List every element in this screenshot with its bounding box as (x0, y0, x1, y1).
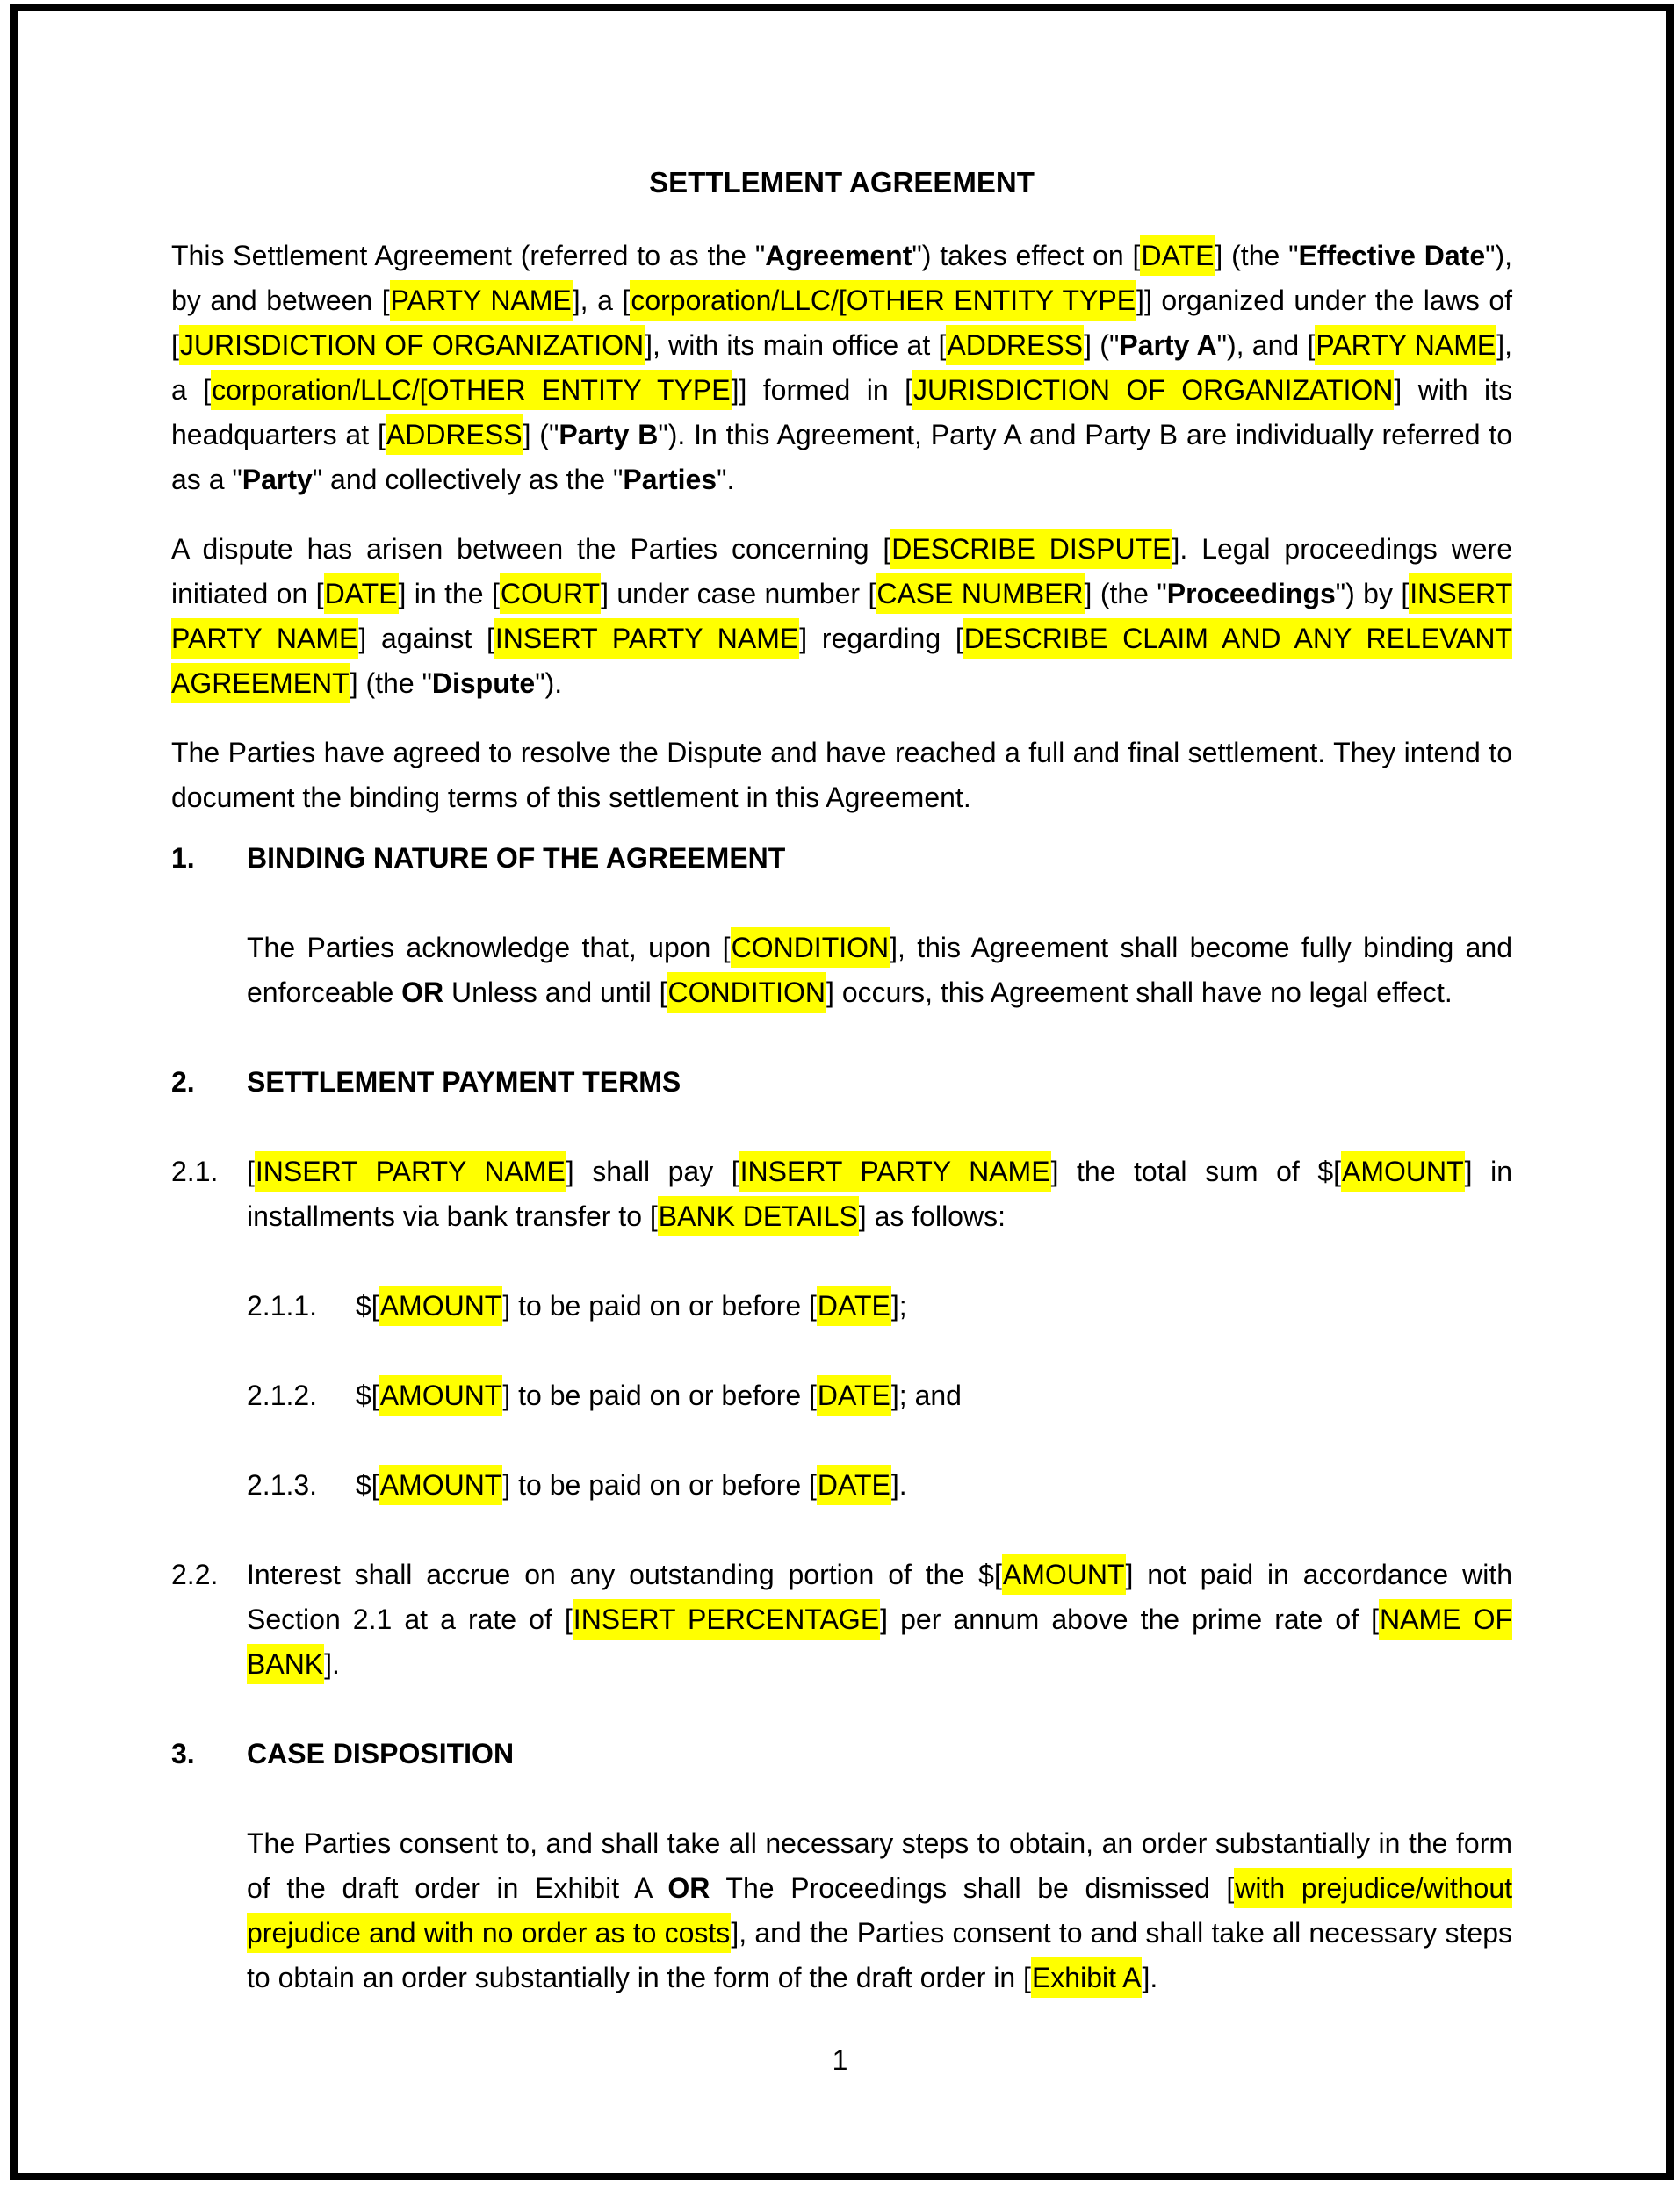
placeholder-highlight: Exhibit A (1031, 1957, 1143, 1998)
text-run: "), and [ (1216, 329, 1316, 361)
text-run: $[ (356, 1469, 379, 1501)
text-run: ] against [ (358, 623, 494, 654)
section-3-heading (171, 1732, 1512, 1777)
clause-text (356, 1373, 1512, 1418)
placeholder-highlight: CONDITION (731, 927, 890, 968)
document-title: SETTLEMENT AGREEMENT (649, 166, 1035, 198)
placeholder-highlight: JURISDICTION OF ORGANIZATION (912, 370, 1394, 410)
clause-2-1-1 (247, 1284, 1512, 1329)
text-run: ]] formed in [ (731, 374, 912, 406)
text-run: ] per annum above the prime rate of [ (880, 1604, 1380, 1635)
placeholder-highlight: DATE (817, 1375, 891, 1416)
clause-text (356, 1463, 1512, 1508)
placeholder-highlight: DATE (817, 1286, 891, 1326)
text-run: ], this Agreement shall become fully binding and enforceable (247, 932, 1513, 1008)
bold-term: Effective Date (1298, 240, 1486, 271)
text-run: ]; (890, 1290, 907, 1322)
placeholder-highlight: DESCRIBE DISPUTE (890, 529, 1172, 569)
section-1-body (247, 926, 1512, 1015)
clause-2-2 (171, 1553, 1512, 1687)
section-heading-label: BINDING NATURE OF THE AGREEMENT (247, 842, 786, 874)
bold-term: Agreement (765, 240, 912, 271)
text-run: "), by and between [ (171, 240, 1513, 316)
text-run: [ (247, 1156, 255, 1187)
clause-number: 2.1. (171, 1156, 219, 1187)
bold-term: Proceedings (1166, 578, 1336, 609)
text-run: ] with its headquarters at [ (171, 374, 1513, 450)
text-run: ]; and (890, 1380, 962, 1411)
clause-2-1-2 (247, 1373, 1512, 1418)
intro-paragraph (171, 234, 1512, 502)
text-run: The Parties consent to, and shall take all necessary steps to obtain, an order substantially in the form of the draft order in Exhibit A (247, 1827, 1512, 1904)
page-number: 1 (832, 2044, 848, 2076)
section-number: 3. (171, 1738, 195, 1769)
placeholder-highlight: ADDRESS (946, 325, 1084, 365)
bold-term: Party A (1119, 329, 1217, 361)
placeholder-highlight: ADDRESS (386, 414, 523, 455)
text-run: ] to be paid on or before [ (502, 1380, 817, 1411)
text-run: ] shall pay [ (566, 1156, 739, 1187)
clause-text (247, 1150, 1512, 1239)
placeholder-highlight: corporation/LLC/[OTHER ENTITY TYPE (630, 280, 1136, 321)
text-run: ] to be paid on or before [ (502, 1290, 817, 1322)
placeholder-highlight: DATE (324, 573, 399, 614)
placeholder-highlight: CASE NUMBER (876, 573, 1084, 614)
clause-number: 2.1.2. (247, 1380, 318, 1411)
placeholder-highlight: AMOUNT (1002, 1554, 1126, 1595)
placeholder-highlight: JURISDICTION OF ORGANIZATION (179, 325, 645, 365)
text-run: ] in the [ (398, 578, 500, 609)
section-heading-label: SETTLEMENT PAYMENT TERMS (247, 1066, 681, 1098)
text-run: ] as follows: (858, 1200, 1006, 1232)
text-run: ]] organized under the laws of [ (171, 285, 1513, 361)
placeholder-highlight: PARTY NAME (390, 280, 573, 321)
text-run: ], a [ (171, 329, 1513, 406)
clause-text (356, 1284, 1512, 1329)
clause-2-1 (171, 1150, 1512, 1239)
text-run: A dispute has arisen between the Parties concerning [ (171, 533, 891, 565)
section-3-body (247, 1821, 1512, 2000)
placeholder-highlight: AMOUNT (379, 1286, 503, 1326)
text-run: ] under case number [ (601, 578, 876, 609)
placeholder-highlight: PARTY NAME (1315, 325, 1496, 365)
text-run: Unless and until [ (443, 977, 667, 1008)
text-run: $[ (356, 1380, 379, 1411)
text-run: The Proceedings shall be dismissed [ (710, 1872, 1235, 1904)
placeholder-highlight: NAME OF BANK (247, 1599, 1512, 1684)
text-run: ") takes effect on [ (912, 240, 1141, 271)
clause-number: 2.2. (171, 1559, 219, 1590)
clause-number: 2.1.1. (247, 1290, 318, 1322)
text-run: $[ (356, 1290, 379, 1322)
placeholder-highlight: INSERT PARTY NAME (494, 618, 799, 659)
text-run: ], and the Parties consent to and shall take all necessary steps to obtain an order substantially in the form of the draft order in [ (247, 1917, 1513, 1993)
text-run: ] regarding [ (799, 623, 963, 654)
bold-term: Parties (623, 464, 717, 495)
section-heading-label: CASE DISPOSITION (247, 1738, 515, 1769)
section-number: 1. (171, 842, 195, 874)
dispute-recital-paragraph (171, 527, 1512, 706)
text-run: Interest shall accrue on any outstanding portion of the $[ (247, 1559, 1002, 1590)
placeholder-highlight: INSERT PARTY NAME (255, 1151, 566, 1192)
text-run: " and collectively as the " (312, 464, 624, 495)
bold-term: OR (401, 977, 444, 1008)
placeholder-highlight: DATE (817, 1465, 891, 1505)
text-run: ], a [ (572, 285, 631, 316)
placeholder-highlight: AMOUNT (379, 1375, 503, 1416)
placeholder-highlight: DATE (1140, 235, 1215, 276)
section-1-heading (171, 836, 1512, 881)
placeholder-highlight: INSERT PARTY NAME (739, 1151, 1051, 1192)
placeholder-highlight: DESCRIBE CLAIM AND ANY RELEVANT AGREEMENT (171, 618, 1512, 703)
placeholder-highlight: CONDITION (667, 972, 826, 1013)
text-run: ] (" (1084, 329, 1120, 361)
clause-number: 2.1.3. (247, 1469, 318, 1501)
text-run: ]. (324, 1648, 340, 1680)
placeholder-highlight: corporation/LLC/[OTHER ENTITY TYPE (211, 370, 731, 410)
text-run: ") by [ (1335, 578, 1410, 609)
text-run: ] occurs, this Agreement shall have no legal effect. (826, 977, 1453, 1008)
section-number: 2. (171, 1066, 195, 1098)
text-run: The Parties have agreed to resolve the Dispute and have reached a full and final settlement. They intend to document the binding terms of this settlement in this Agreement. (171, 737, 1512, 813)
text-run: ] (the " (1215, 240, 1299, 271)
placeholder-highlight: INSERT PARTY NAME (171, 573, 1512, 659)
placeholder-highlight: INSERT PERCENTAGE (573, 1599, 880, 1640)
text-run: "). In this Agreement, Party A and Party B are individually referred to as a " (171, 419, 1513, 495)
bold-term: OR (667, 1872, 710, 1904)
placeholder-highlight: COURT (500, 573, 601, 614)
bold-term: Dispute (431, 667, 536, 699)
section-2-heading (171, 1060, 1512, 1105)
placeholder-highlight: with prejudice/without prejudice and with no order as to costs (247, 1868, 1512, 1953)
text-run: "). (535, 667, 563, 699)
text-run: ], with its main office at [ (645, 329, 947, 361)
clause-2-1-3 (247, 1463, 1512, 1508)
text-run: ] (" (523, 419, 559, 450)
settlement-intent-paragraph (171, 731, 1512, 820)
text-run: ] not paid in accordance with Section 2.1 at a rate of [ (247, 1559, 1513, 1635)
placeholder-highlight: BANK DETAILS (658, 1196, 859, 1236)
text-run: ]. Legal proceedings were initiated on [ (171, 533, 1513, 609)
placeholder-highlight: AMOUNT (379, 1465, 503, 1505)
text-run: ". (717, 464, 735, 495)
clause-text (247, 1553, 1512, 1687)
text-run: ] to be paid on or before [ (502, 1469, 817, 1501)
text-run: ]. (890, 1469, 907, 1501)
bold-term: Party (242, 464, 313, 495)
text-run: The Parties acknowledge that, upon [ (247, 932, 731, 963)
bold-term: Party B (559, 419, 659, 450)
text-run: This Settlement Agreement (referred to as the " (171, 240, 766, 271)
placeholder-highlight: AMOUNT (1341, 1151, 1465, 1192)
text-run: ]. (1142, 1962, 1158, 1993)
text-run: ] the total sum of $[ (1050, 1156, 1342, 1187)
text-run: ] in installments via bank transfer to [ (247, 1156, 1513, 1232)
text-run: ] (the " (1084, 578, 1167, 609)
text-run: ] (the " (350, 667, 432, 699)
